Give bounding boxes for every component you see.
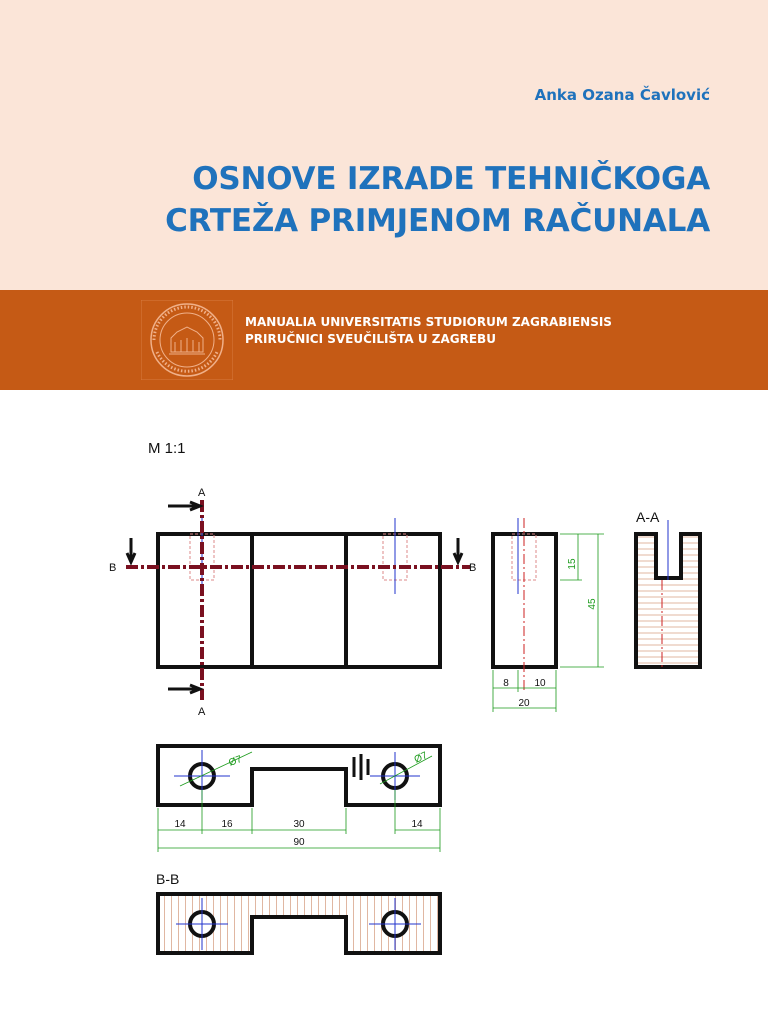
title-line-1: OSNOVE IZRADE TEHNIČKOGA bbox=[192, 161, 710, 197]
section-label-b-left: B bbox=[109, 562, 117, 574]
dim-20: 20 bbox=[518, 698, 530, 709]
dim-10: 10 bbox=[534, 678, 546, 689]
dim-14-right: 14 bbox=[411, 819, 423, 830]
dim-30: 30 bbox=[293, 819, 305, 830]
dim-90: 90 bbox=[293, 837, 305, 848]
cover-header bbox=[0, 0, 768, 290]
section-aa-label: A-A bbox=[636, 509, 660, 525]
top-view bbox=[158, 746, 440, 852]
dim-14-left: 14 bbox=[174, 819, 186, 830]
section-a-a bbox=[636, 509, 700, 667]
side-view bbox=[493, 518, 604, 712]
section-bb-label: B-B bbox=[156, 871, 180, 887]
section-b-b bbox=[156, 871, 440, 953]
series-line-1: MANUALIA UNIVERSITATIS STUDIORUM ZAGRABIENSIS bbox=[245, 315, 612, 329]
university-seal-icon bbox=[141, 300, 233, 380]
technical-drawing bbox=[0, 390, 768, 1024]
front-view bbox=[109, 487, 476, 718]
author: Anka Ozana Čavlović bbox=[534, 86, 710, 104]
series-line-2: PRIRUČNICI SVEUČILIŠTA U ZAGREBU bbox=[245, 332, 496, 346]
dim-diameter-left: Ø7 bbox=[227, 753, 244, 769]
section-label-b-right: B bbox=[469, 562, 477, 574]
series-text bbox=[245, 314, 612, 348]
scale-label: M 1:1 bbox=[148, 440, 186, 457]
dim-8: 8 bbox=[503, 678, 509, 689]
title-line-2: CRTEŽA PRIMJENOM RAČUNALA bbox=[165, 203, 710, 239]
section-label-a-bottom: A bbox=[198, 706, 206, 718]
dim-diameter-right: Ø7 bbox=[412, 750, 430, 766]
dim-15: 15 bbox=[567, 558, 578, 570]
section-label-a-top: A bbox=[198, 487, 206, 499]
dim-45: 45 bbox=[587, 598, 598, 610]
book-title bbox=[165, 158, 710, 242]
series-band bbox=[0, 290, 768, 390]
dim-16: 16 bbox=[221, 819, 233, 830]
